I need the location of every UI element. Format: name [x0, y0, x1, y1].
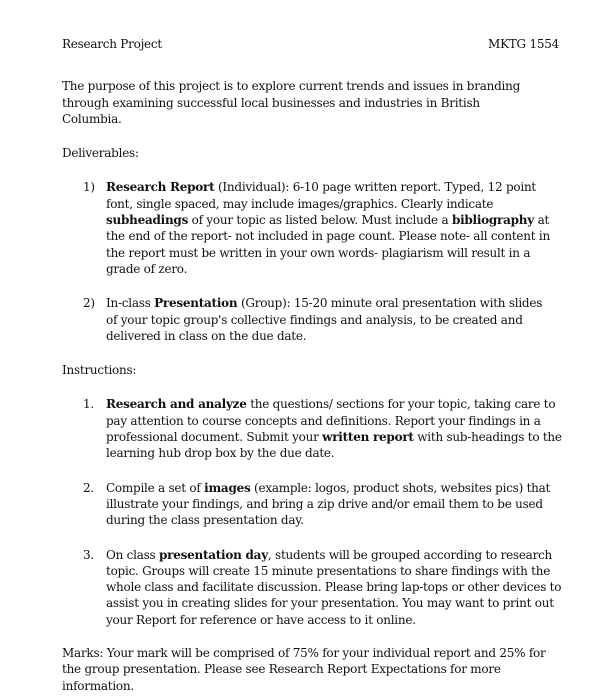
list-marker: 1)	[83, 180, 95, 195]
deliverable-title: Presentation	[154, 296, 238, 311]
text-segment: (Group): 15-20 minute oral presentation with slides of your topic group's collective findings and analysis, to be created and delivered in class on the due date.	[106, 296, 543, 343]
deliverable-text	[106, 295, 553, 344]
document-title: Research Project	[62, 37, 162, 51]
deliverable-presentation	[83, 295, 553, 344]
course-code: MKTG 1554	[488, 37, 559, 51]
text-segment: , students will be grouped according to research topic. Groups will create 15 minute presentations to share findings with the whole class and facilitate discussion. Please bring lap-tops or other devices to assist you in creating slides for your presentation. You may want to print out your Report for reference or have access to it online.	[106, 547, 562, 627]
bold-bibliography: bibliography	[451, 213, 534, 228]
deliverable-research-report	[83, 179, 553, 277]
instruction-text	[106, 480, 553, 529]
text-segment: (example: logos, product shots, websites pics) that illustrate your findings, and bring a zip drive and/or email them to be used during the class presentation day.	[106, 480, 551, 528]
instruction-presentation-day	[83, 547, 565, 628]
document-page	[62, 36, 562, 694]
deliverables-list	[62, 179, 562, 344]
instructions-heading: Instructions:	[62, 363, 137, 378]
instructions-list	[62, 396, 562, 628]
list-marker: 1.	[83, 397, 94, 412]
deliverables-heading: Deliverables:	[62, 146, 139, 161]
text-segment: On class	[106, 547, 159, 562]
bold-written-report: written report	[322, 430, 414, 445]
instruction-images	[83, 480, 553, 529]
list-marker: 2.	[83, 480, 94, 495]
bold-presentation-day: presentation day	[158, 547, 268, 562]
page-header	[62, 36, 559, 52]
text-segment: the questions/ sections for your topic, taking care to pay attention to course concepts and definitions. Report your findings in a professional document. Submit your	[106, 397, 556, 445]
intro-paragraph: The purpose of this project is to explore current trends and issues in branding through examining successful local businesses and industries in British Columbia.	[62, 79, 521, 126]
list-marker: 2)	[83, 296, 95, 311]
text-segment: (Individual): 6-10 page written report. Typed, 12 point font, single spaced, may include images/graphics. Clearly indicate	[106, 180, 536, 211]
instruction-text	[106, 396, 563, 461]
text-segment: Compile a set of	[106, 480, 205, 495]
bold-research-analyze: Research and analyze	[106, 397, 247, 412]
instruction-text	[106, 547, 565, 628]
deliverable-title: Research Report	[106, 180, 215, 195]
text-segment: of your topic as listed below. Must include a	[188, 213, 452, 228]
list-marker: 3.	[83, 547, 94, 562]
instruction-research	[83, 396, 563, 461]
bold-images: images	[204, 480, 251, 495]
text-segment: with sub-headings to the learning hub drop box by the due date.	[106, 430, 562, 461]
bold-subheadings: subheadings	[106, 213, 189, 228]
marks-paragraph: Marks: Your mark will be comprised of 75% for your individual report and 25% for the group presentation. Please see Research Report Expectations for more information.	[62, 646, 546, 693]
text-segment: In-class	[106, 296, 155, 311]
deliverable-text	[106, 179, 553, 277]
text-segment: at the end of the report- not included in page count. Please note- all content in the report must be written in your own words- plagiarism will result in a grade of zero.	[106, 213, 550, 276]
